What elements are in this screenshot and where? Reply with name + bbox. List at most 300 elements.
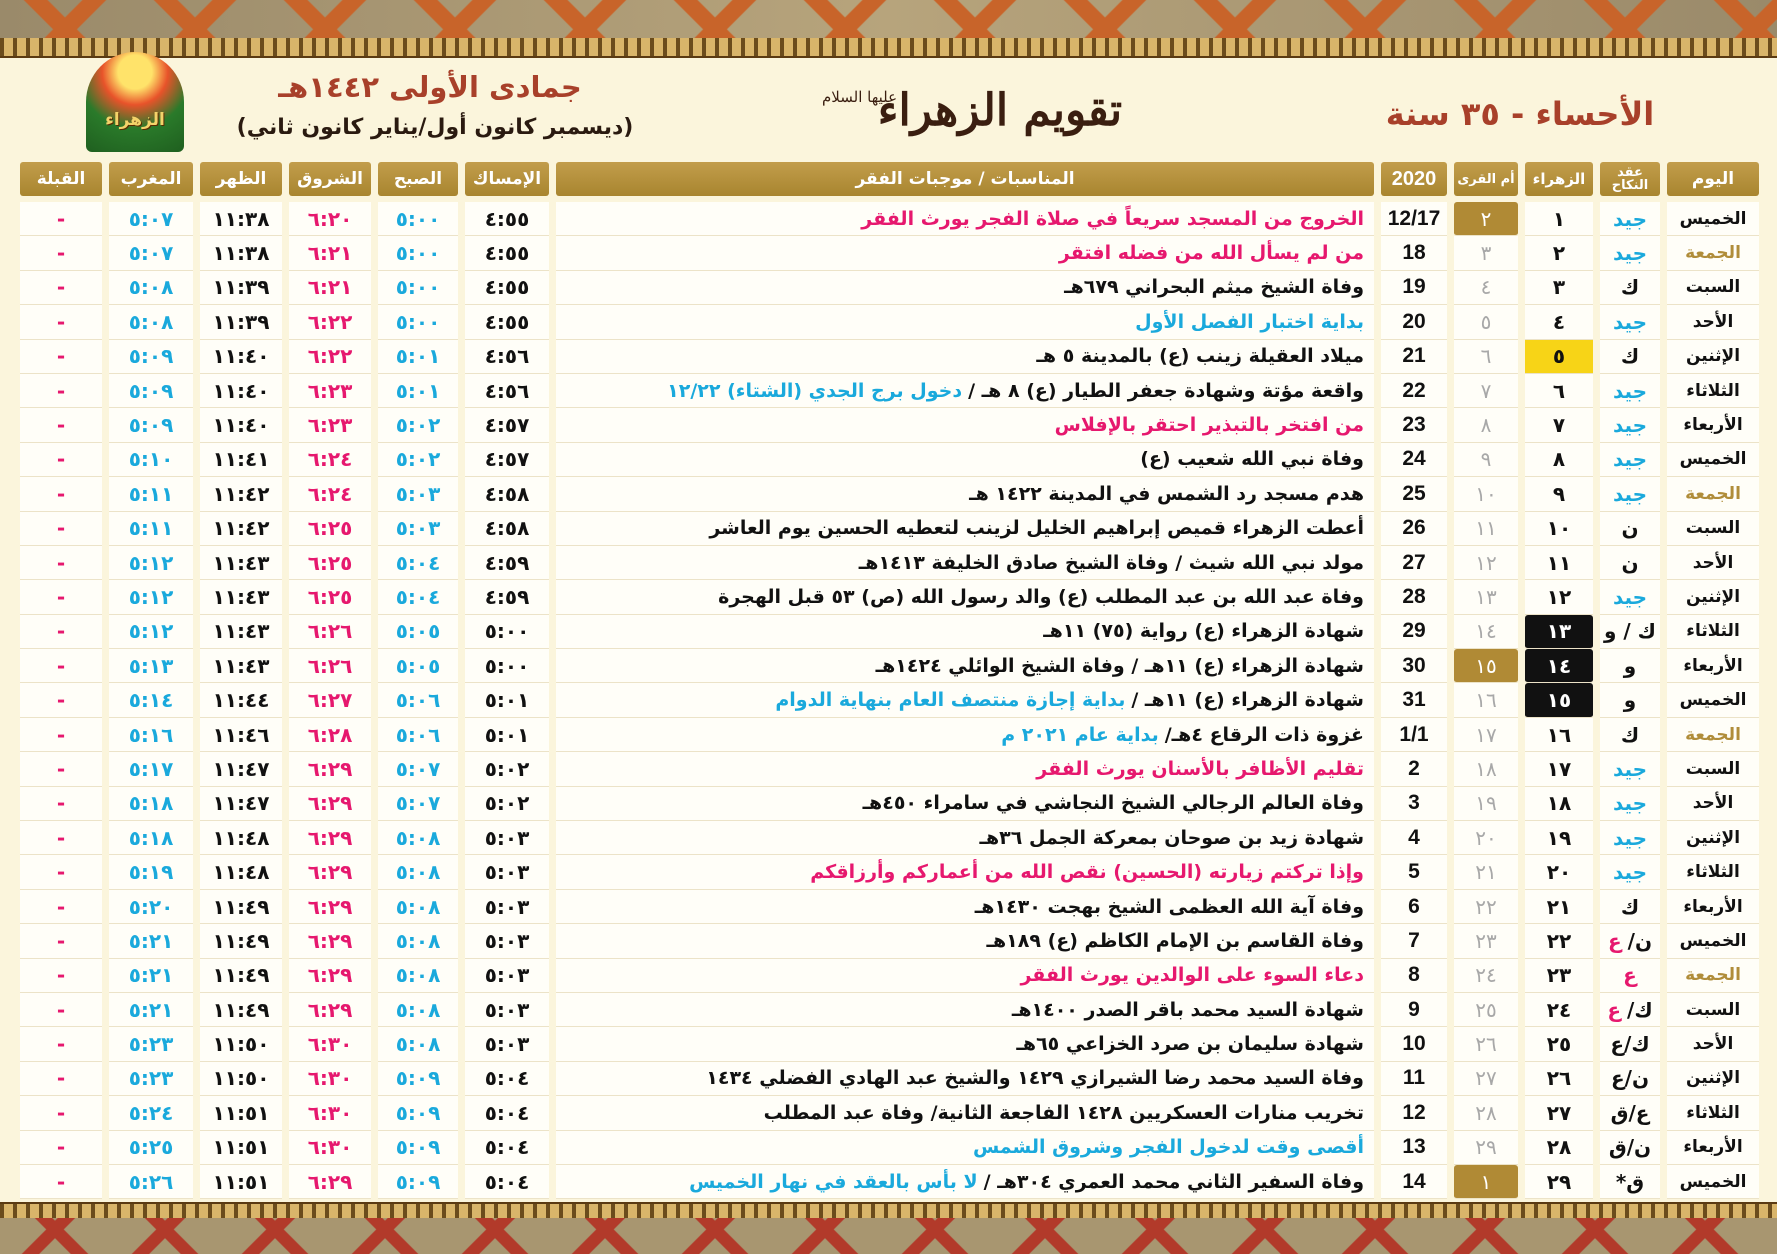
zuhr-time: ١١:٤٣ xyxy=(200,580,282,614)
nikah-status xyxy=(1600,236,1660,270)
weekday: الإثنين xyxy=(1667,821,1759,855)
qibla-time: - xyxy=(20,512,102,546)
maghrib-time: ٥:١١ xyxy=(109,477,193,511)
zuhr-time: ١١:٤٢ xyxy=(200,512,282,546)
event-text xyxy=(556,718,1374,752)
event-text-segment: شهادة الزهراء (ع) ١١هـ / وفاة الشيخ الوائلي ١٤٢٤هـ xyxy=(875,654,1364,677)
event-text-segment: مولد نبي الله شيث / وفاة الشيخ صادق الخليفة ١٤١٣هـ xyxy=(858,551,1364,574)
zuhr-time: ١١:٤٠ xyxy=(200,340,282,374)
weekday: الأحد xyxy=(1667,305,1759,339)
zahra-date: ٥ xyxy=(1525,340,1593,374)
qibla-time: - xyxy=(20,1027,102,1061)
qibla-time: - xyxy=(20,1165,102,1199)
qibla-time: - xyxy=(20,271,102,305)
event-text xyxy=(556,1165,1374,1199)
honorific: عليها السلام xyxy=(822,88,898,106)
nikah-status-segment: ك/ xyxy=(1627,997,1653,1022)
nikah-status-segment: جيد xyxy=(1612,860,1648,885)
nikah-status-segment: جيد xyxy=(1612,309,1648,334)
maghrib-time: ٥:١٨ xyxy=(109,821,193,855)
subh-time: ٥:٠٨ xyxy=(378,821,458,855)
subh-time: ٥:٠٤ xyxy=(378,546,458,580)
weekday: الإثنين xyxy=(1667,1062,1759,1096)
gregorian-date: 12/17 xyxy=(1381,202,1447,236)
event-text-segment: الخروج من المسجد سريعاً في صلاة الفجر يورث الفقر xyxy=(861,207,1364,230)
imsak-time: ٥:٠٤ xyxy=(465,1096,549,1130)
nikah-status xyxy=(1600,649,1660,683)
umm-al-qura-date: ٢ xyxy=(1454,202,1518,236)
umm-al-qura-date: ٢٤ xyxy=(1454,959,1518,993)
imsak-time: ٤:٥٧ xyxy=(465,408,549,442)
table-row xyxy=(20,752,1759,786)
weekday: السبت xyxy=(1667,993,1759,1027)
event-text-segment: وفاة آية الله العظمى الشيخ بهجت ١٤٣٠هـ xyxy=(974,895,1364,918)
nikah-status xyxy=(1600,340,1660,374)
table-row xyxy=(20,408,1759,442)
event-text xyxy=(556,752,1374,786)
umm-al-qura-date: ٢١ xyxy=(1454,855,1518,889)
subh-time: ٥:٠٨ xyxy=(378,890,458,924)
top-decorative-border xyxy=(0,0,1777,40)
shuruq-time: ٦:٢٣ xyxy=(289,408,371,442)
zahra-date: ٢٨ xyxy=(1525,1131,1593,1165)
hijri-month-title: جمادى الأولى ١٤٤٢هـ xyxy=(278,70,582,104)
nikah-status-segment: جيد xyxy=(1612,241,1648,266)
maghrib-time: ٥:٢١ xyxy=(109,924,193,958)
imsak-time: ٥:٠٤ xyxy=(465,1062,549,1096)
subh-time: ٥:٠٤ xyxy=(378,580,458,614)
shuruq-time: ٦:٣٠ xyxy=(289,1096,371,1130)
table-row xyxy=(20,1131,1759,1165)
nikah-status xyxy=(1600,1131,1660,1165)
nikah-status-segment: جيد xyxy=(1612,378,1648,403)
zahra-date: ٣ xyxy=(1525,271,1593,305)
gregorian-date: 27 xyxy=(1381,546,1447,580)
imsak-time: ٥:٠٤ xyxy=(465,1165,549,1199)
weekday: الخميس xyxy=(1667,683,1759,717)
event-text-segment: واقعة مؤتة وشهادة جعفر الطيار (ع) ٨ هـ / xyxy=(968,379,1364,402)
nikah-status xyxy=(1600,787,1660,821)
maghrib-time: ٥:١٢ xyxy=(109,615,193,649)
nikah-status xyxy=(1600,512,1660,546)
col-header-maghrib: المغرب xyxy=(109,162,193,196)
col-header-year: 2020 xyxy=(1381,162,1447,196)
shuruq-time: ٦:٣٠ xyxy=(289,1131,371,1165)
qibla-time: - xyxy=(20,924,102,958)
zuhr-time: ١١:٤٣ xyxy=(200,546,282,580)
event-text xyxy=(556,340,1374,374)
imsak-time: ٥:٠٣ xyxy=(465,1027,549,1061)
nikah-status xyxy=(1600,924,1660,958)
shuruq-time: ٦:٢٢ xyxy=(289,305,371,339)
event-text-segment: هدم مسجد رد الشمس في المدينة ١٤٢٢ هـ xyxy=(969,482,1364,505)
qibla-time: - xyxy=(20,959,102,993)
weekday: الأحد xyxy=(1667,787,1759,821)
umm-al-qura-date: ١٢ xyxy=(1454,546,1518,580)
weekday: الخميس xyxy=(1667,1165,1759,1199)
subh-time: ٥:٠٠ xyxy=(378,305,458,339)
zahra-date: ١٥ xyxy=(1525,683,1593,717)
gregorian-date: 12 xyxy=(1381,1096,1447,1130)
subh-time: ٥:٠٩ xyxy=(378,1062,458,1096)
gregorian-months-subtitle: (ديسمبر كانون أول/يناير كانون ثاني) xyxy=(236,115,634,140)
nikah-status xyxy=(1600,718,1660,752)
event-text-segment: وفاة السيد محمد رضا الشيرازي ١٤٢٩ والشيخ عبد الهادي الفضلي ١٤٣٤ xyxy=(706,1067,1364,1090)
subh-time: ٥:٠١ xyxy=(378,374,458,408)
qibla-time: - xyxy=(20,718,102,752)
table-row xyxy=(20,649,1759,683)
event-text xyxy=(556,202,1374,236)
shuruq-time: ٦:٢١ xyxy=(289,271,371,305)
weekday: السبت xyxy=(1667,752,1759,786)
weekday: الأحد xyxy=(1667,546,1759,580)
zahra-date: ١٧ xyxy=(1525,752,1593,786)
umm-al-qura-date: ٦ xyxy=(1454,340,1518,374)
nikah-status-segment: ق* xyxy=(1615,1169,1645,1194)
event-text xyxy=(556,1062,1374,1096)
zuhr-time: ١١:٥١ xyxy=(200,1165,282,1199)
zahra-date: ١٣ xyxy=(1525,615,1593,649)
zuhr-time: ١١:٤٨ xyxy=(200,855,282,889)
zahra-date: ٩ xyxy=(1525,477,1593,511)
table-row xyxy=(20,374,1759,408)
event-text-segment: تقليم الأظافر بالأسنان يورث الفقر xyxy=(1036,757,1364,780)
event-text-segment: وفاة عبد الله بن عبد المطلب (ع) والد رسول الله (ص) ٥٣ قبل الهجرة xyxy=(718,585,1364,608)
nikah-status xyxy=(1600,580,1660,614)
event-text-segment: أقصى وقت لدخول الفجر وشروق الشمس xyxy=(972,1136,1364,1159)
shuruq-time: ٦:٢٩ xyxy=(289,924,371,958)
imsak-time: ٥:٠٠ xyxy=(465,615,549,649)
zahra-date: ٤ xyxy=(1525,305,1593,339)
event-text-segment: غزوة ذات الرقاع ٤هـ/ xyxy=(1164,723,1364,746)
imsak-time: ٥:٠٣ xyxy=(465,993,549,1027)
shuruq-time: ٦:٢٨ xyxy=(289,718,371,752)
event-text xyxy=(556,408,1374,442)
shuruq-time: ٦:٢٧ xyxy=(289,683,371,717)
nikah-status xyxy=(1600,546,1660,580)
subh-time: ٥:٠٨ xyxy=(378,924,458,958)
event-text-segment: وفاة الشيخ ميثم البحراني ٦٧٩هـ xyxy=(1064,276,1364,299)
shuruq-time: ٦:٢٥ xyxy=(289,512,371,546)
subh-time: ٥:٠٣ xyxy=(378,477,458,511)
gregorian-date: 8 xyxy=(1381,959,1447,993)
calendar-title: تقويم الزهراء xyxy=(877,85,1123,136)
col-header-qura: أم القرى xyxy=(1454,162,1518,196)
maghrib-time: ٥:٢٥ xyxy=(109,1131,193,1165)
event-text-segment: دخول برج الجدي (الشتاء) ١٢/٢٢ xyxy=(667,379,963,402)
gregorian-date: 10 xyxy=(1381,1027,1447,1061)
table-row xyxy=(20,890,1759,924)
nikah-status-segment: جيد xyxy=(1612,206,1648,231)
zuhr-time: ١١:٣٨ xyxy=(200,236,282,270)
maghrib-time: ٥:٢٣ xyxy=(109,1062,193,1096)
zuhr-time: ١١:٣٩ xyxy=(200,305,282,339)
table-row xyxy=(20,236,1759,270)
zahra-logo xyxy=(86,52,184,152)
zahra-date: ٨ xyxy=(1525,443,1593,477)
nikah-status-segment: ن/ق xyxy=(1608,1135,1652,1160)
bottom-decorative-border xyxy=(0,1218,1777,1254)
maghrib-time: ٥:١١ xyxy=(109,512,193,546)
zahra-date: ٢٩ xyxy=(1525,1165,1593,1199)
event-text-segment: تخريب منارات العسكريين ١٤٢٨ الفاجعة الثانية/ وفاة عبد المطلب xyxy=(763,1101,1364,1124)
shuruq-time: ٦:٣٠ xyxy=(289,1027,371,1061)
nikah-status xyxy=(1600,993,1660,1027)
umm-al-qura-date: ١٨ xyxy=(1454,752,1518,786)
maghrib-time: ٥:١٣ xyxy=(109,649,193,683)
maghrib-time: ٥:١٤ xyxy=(109,683,193,717)
shuruq-time: ٦:٢٩ xyxy=(289,890,371,924)
qibla-time: - xyxy=(20,580,102,614)
gregorian-date: 23 xyxy=(1381,408,1447,442)
maghrib-time: ٥:٠٨ xyxy=(109,305,193,339)
event-text xyxy=(556,305,1374,339)
weekday: الأربعاء xyxy=(1667,890,1759,924)
gregorian-date: 13 xyxy=(1381,1131,1447,1165)
weekday: الخميس xyxy=(1667,202,1759,236)
event-text-segment: وفاة القاسم بن الإمام الكاظم (ع) ١٨٩هـ xyxy=(986,929,1364,952)
zahra-date: ٧ xyxy=(1525,408,1593,442)
shuruq-time: ٦:٢٩ xyxy=(289,821,371,855)
nikah-status xyxy=(1600,1096,1660,1130)
event-text-segment: وفاة السفير الثاني محمد العمري ٣٠٤هـ / xyxy=(983,1170,1364,1193)
subh-time: ٥:٠٨ xyxy=(378,959,458,993)
event-text xyxy=(556,683,1374,717)
umm-al-qura-date: ٥ xyxy=(1454,305,1518,339)
zahra-date: ٢٠ xyxy=(1525,855,1593,889)
gregorian-date: 24 xyxy=(1381,443,1447,477)
gregorian-date: 7 xyxy=(1381,924,1447,958)
zuhr-time: ١١:٤٢ xyxy=(200,477,282,511)
nikah-status-segment: جيد xyxy=(1612,413,1648,438)
table-row xyxy=(20,993,1759,1027)
shuruq-time: ٦:٢٣ xyxy=(289,374,371,408)
event-text xyxy=(556,443,1374,477)
table-row xyxy=(20,443,1759,477)
weekday: الأربعاء xyxy=(1667,408,1759,442)
nikah-status xyxy=(1600,305,1660,339)
event-text-segment: من لم يسأل الله من فضله افتقر xyxy=(1058,242,1364,265)
zahra-date: ٢٧ xyxy=(1525,1096,1593,1130)
gregorian-date: 5 xyxy=(1381,855,1447,889)
event-text-segment: ميلاد العقيلة زينب (ع) بالمدينة ٥ هـ xyxy=(1036,345,1364,368)
nikah-status-segment: و xyxy=(1623,688,1637,713)
maghrib-time: ٥:٠٨ xyxy=(109,271,193,305)
maghrib-time: ٥:٠٧ xyxy=(109,202,193,236)
weekday: الإثنين xyxy=(1667,340,1759,374)
logo-text: الزهراء xyxy=(105,110,165,130)
event-text-segment: وإذا تركتم زيارته (الحسين) نقص الله من أعماركم وأرزاقكم xyxy=(810,861,1364,884)
zuhr-time: ١١:٤٩ xyxy=(200,890,282,924)
event-text-segment: أعطت الزهراء قميص إبراهيم الخليل لزينب لتعطيه الحسين يوم العاشر xyxy=(709,517,1364,540)
zahra-date: ٢ xyxy=(1525,236,1593,270)
calendar-table xyxy=(20,162,1759,1199)
weekday: الإثنين xyxy=(1667,580,1759,614)
table-row xyxy=(20,340,1759,374)
col-header-zahra: الزهراء xyxy=(1525,162,1593,196)
event-text xyxy=(556,580,1374,614)
shuruq-time: ٦:٢٢ xyxy=(289,340,371,374)
weekday: السبت xyxy=(1667,271,1759,305)
imsak-time: ٥:٠١ xyxy=(465,718,549,752)
shuruq-time: ٦:٣٠ xyxy=(289,1062,371,1096)
maghrib-time: ٥:١٢ xyxy=(109,546,193,580)
imsak-time: ٥:٠٣ xyxy=(465,890,549,924)
nikah-status-segment: جيد xyxy=(1612,791,1648,816)
umm-al-qura-date: ٩ xyxy=(1454,443,1518,477)
col-header-qibla: القبلة xyxy=(20,162,102,196)
gregorian-date: 1/1 xyxy=(1381,718,1447,752)
table-row xyxy=(20,855,1759,889)
shuruq-time: ٦:٢٦ xyxy=(289,615,371,649)
subh-time: ٥:٠٥ xyxy=(378,615,458,649)
subh-time: ٥:٠٦ xyxy=(378,683,458,717)
qibla-time: - xyxy=(20,443,102,477)
nikah-status-segment: ك xyxy=(1620,722,1640,747)
event-text-segment: بداية اختبار الفصل الأول xyxy=(1135,310,1364,333)
shuruq-time: ٦:٢٩ xyxy=(289,1165,371,1199)
imsak-time: ٤:٥٩ xyxy=(465,580,549,614)
shuruq-time: ٦:٢١ xyxy=(289,236,371,270)
nikah-status-segment: ك xyxy=(1620,894,1640,919)
qibla-time: - xyxy=(20,202,102,236)
gregorian-date: 25 xyxy=(1381,477,1447,511)
maghrib-time: ٥:٢٠ xyxy=(109,890,193,924)
imsak-time: ٥:٠٣ xyxy=(465,821,549,855)
imsak-time: ٤:٥٥ xyxy=(465,202,549,236)
imsak-time: ٥:٠٤ xyxy=(465,1131,549,1165)
zuhr-time: ١١:٥٠ xyxy=(200,1027,282,1061)
weekday: الجمعة xyxy=(1667,959,1759,993)
imsak-time: ٤:٥٥ xyxy=(465,271,549,305)
zahra-date: ١٨ xyxy=(1525,787,1593,821)
shuruq-time: ٦:٢٤ xyxy=(289,477,371,511)
umm-al-qura-date: ١ xyxy=(1454,1165,1518,1199)
event-text xyxy=(556,374,1374,408)
nikah-status-segment: ع xyxy=(1607,928,1622,953)
table-row xyxy=(20,580,1759,614)
subh-time: ٥:٠٨ xyxy=(378,855,458,889)
nikah-status-segment: ع xyxy=(1607,997,1622,1022)
zuhr-time: ١١:٥١ xyxy=(200,1131,282,1165)
imsak-time: ٤:٥٨ xyxy=(465,477,549,511)
qibla-time: - xyxy=(20,236,102,270)
zahra-date: ١ xyxy=(1525,202,1593,236)
subh-time: ٥:٠٠ xyxy=(378,271,458,305)
table-row xyxy=(20,718,1759,752)
nikah-status xyxy=(1600,821,1660,855)
umm-al-qura-date: ٢٢ xyxy=(1454,890,1518,924)
zuhr-time: ١١:٤٧ xyxy=(200,752,282,786)
nikah-status xyxy=(1600,615,1660,649)
zahra-date: ١٩ xyxy=(1525,821,1593,855)
qibla-time: - xyxy=(20,1096,102,1130)
shuruq-time: ٦:٢٥ xyxy=(289,546,371,580)
umm-al-qura-date: ١٩ xyxy=(1454,787,1518,821)
nikah-status-segment: ك / و xyxy=(1604,619,1656,644)
umm-al-qura-date: ٧ xyxy=(1454,374,1518,408)
umm-al-qura-date: ١١ xyxy=(1454,512,1518,546)
umm-al-qura-date: ٢٠ xyxy=(1454,821,1518,855)
nikah-status xyxy=(1600,408,1660,442)
table-row xyxy=(20,787,1759,821)
zuhr-time: ١١:٤٦ xyxy=(200,718,282,752)
zuhr-time: ١١:٤٠ xyxy=(200,374,282,408)
zahra-date: ١٠ xyxy=(1525,512,1593,546)
shuruq-time: ٦:٢٩ xyxy=(289,855,371,889)
gregorian-date: 4 xyxy=(1381,821,1447,855)
event-text-segment: وفاة نبي الله شعيب (ع) xyxy=(1140,448,1364,471)
shuruq-time: ٦:٢٩ xyxy=(289,752,371,786)
zuhr-time: ١١:٤٤ xyxy=(200,683,282,717)
col-header-nikah: عقد النكاح xyxy=(1600,162,1660,196)
nikah-status xyxy=(1600,683,1660,717)
subh-time: ٥:٠٢ xyxy=(378,443,458,477)
zahra-date: ٢٤ xyxy=(1525,993,1593,1027)
event-text xyxy=(556,855,1374,889)
weekday: الثلاثاء xyxy=(1667,1096,1759,1130)
qibla-time: - xyxy=(20,1131,102,1165)
location-title: الأحساء - ٣٥ سنة xyxy=(1385,95,1655,133)
qibla-time: - xyxy=(20,477,102,511)
event-text-segment: شهادة الزهراء (ع) ١١هـ / xyxy=(1131,689,1364,712)
qibla-time: - xyxy=(20,615,102,649)
gregorian-date: 20 xyxy=(1381,305,1447,339)
imsak-time: ٥:٠٣ xyxy=(465,924,549,958)
col-header-zuhr: الظهر xyxy=(200,162,282,196)
gregorian-date: 28 xyxy=(1381,580,1447,614)
zuhr-time: ١١:٤٩ xyxy=(200,924,282,958)
gregorian-date: 2 xyxy=(1381,752,1447,786)
zahra-date: ٢٢ xyxy=(1525,924,1593,958)
event-text xyxy=(556,546,1374,580)
imsak-time: ٥:٠٠ xyxy=(465,649,549,683)
nikah-status-segment: جيد xyxy=(1612,447,1648,472)
imsak-time: ٥:٠٣ xyxy=(465,855,549,889)
imsak-time: ٥:٠٢ xyxy=(465,787,549,821)
maghrib-time: ٥:٢٣ xyxy=(109,1027,193,1061)
nikah-status-segment: ع/ق xyxy=(1610,1100,1650,1125)
event-text xyxy=(556,821,1374,855)
nikah-status-segment: ك xyxy=(1620,344,1640,369)
maghrib-time: ٥:١٨ xyxy=(109,787,193,821)
umm-al-qura-date: ٢٨ xyxy=(1454,1096,1518,1130)
weekday: السبت xyxy=(1667,512,1759,546)
imsak-time: ٥:٠٣ xyxy=(465,959,549,993)
zahra-date: ٢٥ xyxy=(1525,1027,1593,1061)
qibla-time: - xyxy=(20,993,102,1027)
nikah-status xyxy=(1600,202,1660,236)
nikah-status-segment: ع xyxy=(1623,963,1637,988)
weekday: الجمعة xyxy=(1667,477,1759,511)
maghrib-time: ٥:١٧ xyxy=(109,752,193,786)
event-text xyxy=(556,649,1374,683)
table-row xyxy=(20,546,1759,580)
nikah-status-segment: جيد xyxy=(1612,584,1648,609)
gregorian-date: 29 xyxy=(1381,615,1447,649)
imsak-time: ٤:٥٥ xyxy=(465,305,549,339)
zuhr-time: ١١:٥١ xyxy=(200,1096,282,1130)
subh-time: ٥:٠٦ xyxy=(378,718,458,752)
subh-time: ٥:٠١ xyxy=(378,340,458,374)
qibla-time: - xyxy=(20,752,102,786)
nikah-status xyxy=(1600,374,1660,408)
col-header-subh: الصبح xyxy=(378,162,458,196)
nikah-status-segment: ن xyxy=(1621,516,1639,541)
gregorian-date: 6 xyxy=(1381,890,1447,924)
event-text xyxy=(556,615,1374,649)
event-text xyxy=(556,477,1374,511)
